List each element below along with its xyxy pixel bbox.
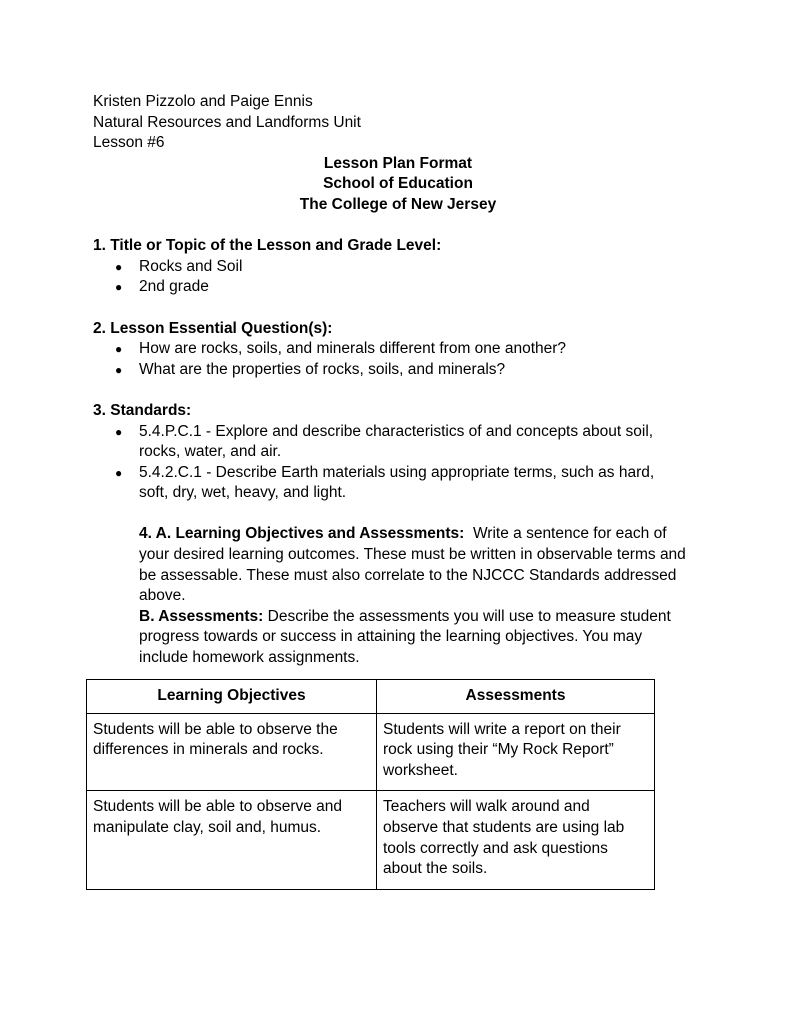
title-line: School of Education bbox=[323, 175, 473, 193]
table-cell: Students will be able to observe and manipulate clay, soil and, humus. bbox=[87, 791, 377, 889]
column-header-assessments: Assessments bbox=[377, 680, 655, 714]
bullet-icon: ● bbox=[115, 362, 123, 377]
author-names: Kristen Pizzolo and Paige Ennis bbox=[93, 93, 313, 110]
section-1-heading: 1. Title or Topic of the Lesson and Grade Level: bbox=[93, 237, 442, 255]
unit-name: Natural Resources and Landforms Unit bbox=[93, 113, 361, 131]
lesson-number: Lesson #6 bbox=[93, 134, 165, 152]
list-item: ● 2nd grade bbox=[115, 277, 703, 298]
bullet-icon: ● bbox=[115, 280, 123, 295]
section-4a-text: Write a sentence for each of your desired learning outcomes. These must be written in observable terms and be assessable. These must also correlate to the NJCCC Standards addressed above. bbox=[139, 525, 686, 605]
list-item: ● 5.4.P.C.1 - Explore and describe characteristics of and concepts about soil, rocks, water, and air. bbox=[115, 422, 654, 461]
column-header-objectives: Learning Objectives bbox=[87, 680, 377, 714]
section-2-list bbox=[93, 339, 703, 380]
section-2-heading: 2. Lesson Essential Question(s): bbox=[93, 319, 333, 337]
section-3-heading: 3. Standards: bbox=[93, 401, 192, 419]
list-item: ● What are the properties of rocks, soils, and minerals? bbox=[115, 360, 703, 381]
section-4b-label: B. Assessments: bbox=[139, 607, 264, 625]
section-1-list bbox=[93, 257, 703, 298]
table-row bbox=[87, 713, 655, 791]
bullet-icon: ● bbox=[115, 342, 123, 357]
title-line: Lesson Plan Format bbox=[323, 154, 473, 172]
bullet-icon: ● bbox=[115, 259, 123, 274]
title-line: The College of New Jersey bbox=[299, 195, 497, 213]
objectives-assessments-table bbox=[86, 679, 655, 890]
document-body bbox=[93, 92, 703, 669]
bullet-icon: ● bbox=[115, 424, 123, 439]
table-cell: Students will be able to observe the differences in minerals and rocks. bbox=[87, 713, 377, 791]
table-cell: Students will write a report on their rock using their “My Rock Report” worksheet. bbox=[377, 713, 655, 791]
section-3-list bbox=[93, 422, 675, 504]
table-header-row bbox=[87, 680, 655, 714]
list-item: ● How are rocks, soils, and minerals different from one another? bbox=[115, 339, 703, 360]
section-4a-label: 4. A. Learning Objectives and Assessments: bbox=[139, 525, 465, 543]
section-4a-paragraph bbox=[139, 524, 694, 606]
bullet-icon: ● bbox=[115, 465, 123, 480]
list-item: ● Rocks and Soil bbox=[115, 257, 703, 278]
section-4b-text: Describe the assessments you will use to measure student progress towards or success in attaining the learning objectives. You may include homework assignments. bbox=[139, 607, 671, 667]
table-row bbox=[87, 791, 655, 889]
table-cell: Teachers will walk around and observe that students are using lab tools correctly and ask questions about the soils. bbox=[377, 791, 655, 889]
section-4b-paragraph bbox=[139, 607, 694, 669]
list-item: ● 5.4.2.C.1 - Describe Earth materials using appropriate terms, such as hard, soft, dry, wet, heavy, and light. bbox=[115, 463, 655, 502]
